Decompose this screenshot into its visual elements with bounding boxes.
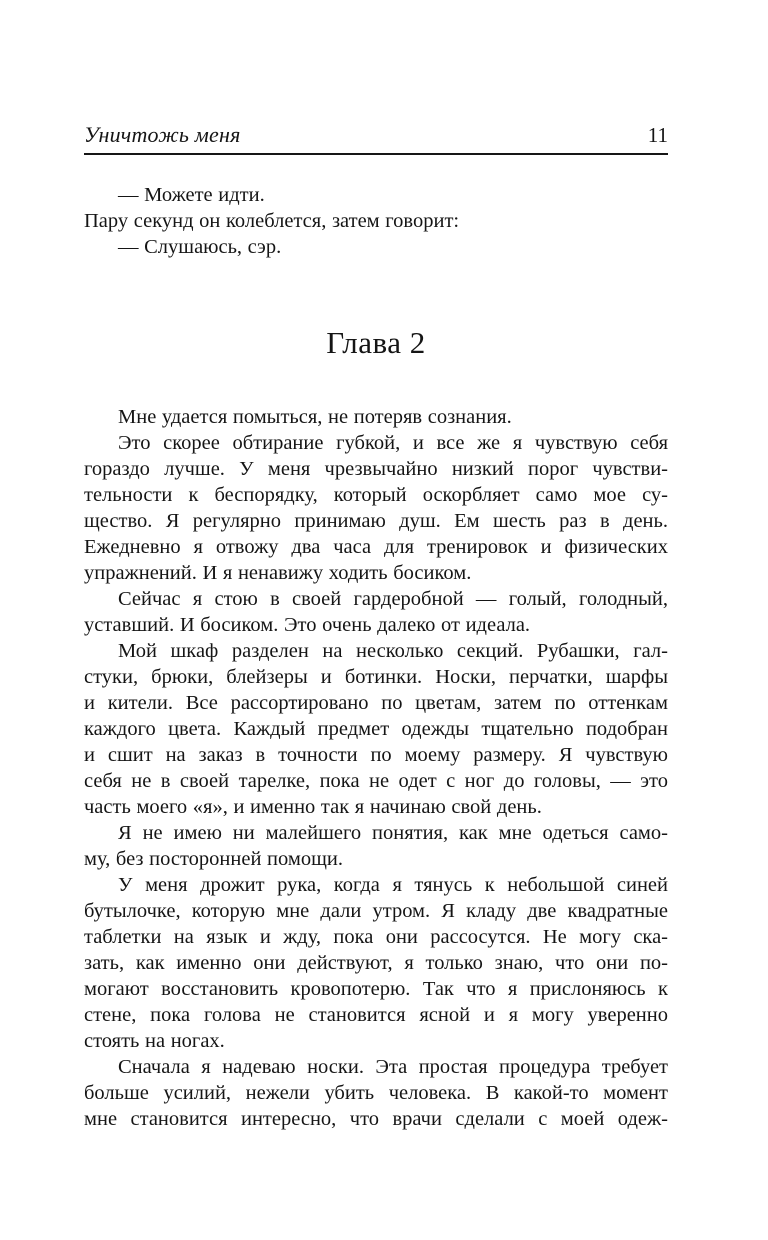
text-line: больше усилий, нежели убить человека. В какой-то момент — [84, 1082, 668, 1104]
dialogue-line: — Можете идти. — [118, 184, 265, 206]
text-line: упражнений. И я ненавижу ходить босиком. — [84, 562, 472, 584]
text-line: гораздо лучше. У меня чрезвычайно низкий порог чувстви- — [84, 458, 668, 480]
page-header — [84, 0, 668, 148]
text-line: и кители. Все рассортировано по цветам, затем по оттенкам — [84, 692, 668, 714]
header-rule — [84, 153, 668, 155]
text-line: зать, как именно они действуют, я только знаю, что они по- — [84, 952, 668, 974]
text-line: таблетки на язык и жду, пока они рассосутся. Не могу ска- — [84, 926, 668, 948]
text-line: мне становится интересно, что врачи сделали с моей одеж- — [84, 1108, 668, 1130]
text-line: себя не в своей тарелке, пока не одет с ног до головы, — это — [84, 770, 668, 792]
text-line: щество. Я регулярно принимаю душ. Ем шесть раз в день. — [84, 510, 668, 532]
text-line: му, без посторонней помощи. — [84, 848, 343, 870]
text-line: Сейчас я стою в своей гардеробной — голый, голодный, — [118, 588, 668, 610]
dialogue-line: Пару секунд он колеблется, затем говорит: — [84, 210, 460, 232]
text-line: Мой шкаф разделен на несколько секций. Рубашки, гал- — [118, 640, 668, 662]
text-line: Это скорее обтирание губкой, и все же я чувствую себя — [118, 432, 668, 454]
text-line: тельности к беспорядку, который оскорбляет само мое су- — [84, 484, 668, 506]
text-line: стуки, брюки, блейзеры и ботинки. Носки, перчатки, шарфы — [84, 666, 668, 688]
chapter-title: Глава 2 — [326, 325, 426, 360]
paragraph — [84, 820, 668, 872]
paragraph — [84, 586, 668, 638]
text-line: уставший. И босиком. Это очень далеко от идеала. — [84, 614, 531, 636]
text-line: У меня дрожит рука, когда я тянусь к небольшой синей — [118, 874, 668, 896]
text-line: Сначала я надеваю носки. Эта простая процедура требует — [118, 1056, 668, 1078]
dialogue-block — [84, 182, 668, 260]
text-line: Ежедневно я отвожу два часа для тренировок и физических — [84, 536, 668, 558]
text-line: каждого цвета. Каждый предмет одежды тщательно подобран — [84, 718, 668, 740]
text-line: стене, пока голова не становится ясной и я могу уверенно — [84, 1004, 668, 1026]
paragraph — [84, 638, 668, 820]
text-line: Я не имею ни малейшего понятия, как мне одеться само- — [118, 822, 668, 844]
text-line: стоять на ногах. — [84, 1030, 225, 1052]
paragraph — [84, 1054, 668, 1132]
text-line: Мне удается помыться, не потеряв сознания. — [118, 406, 512, 428]
paragraph — [84, 430, 668, 586]
paragraph — [84, 404, 668, 430]
text-line: часть моего «я», и именно так я начинаю свой день. — [84, 796, 542, 818]
page-number: 11 — [647, 123, 668, 147]
running-title: Уничтожь меня — [84, 122, 241, 147]
text-line: бутылочке, которую мне дали утром. Я кладу две квадратные — [84, 900, 668, 922]
text-line: и сшит на заказ в точности по моему размеру. Я чувствую — [84, 744, 668, 766]
text-line: могают восстановить кровопотерю. Так что я прислоняюсь к — [84, 978, 668, 1000]
body-text-block — [84, 404, 668, 1132]
dialogue-line: — Слушаюсь, сэр. — [118, 236, 282, 258]
paragraph — [84, 872, 668, 1054]
